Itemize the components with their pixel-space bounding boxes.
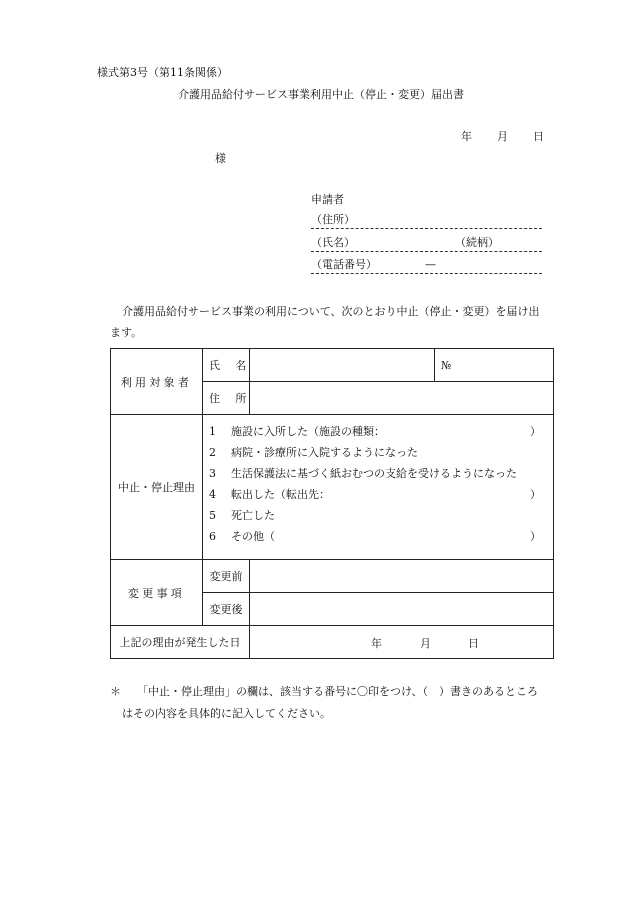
before-field[interactable]: [250, 560, 554, 593]
change-label: 変更事項: [111, 560, 203, 626]
reason-option[interactable]: 5 死亡した: [209, 509, 275, 522]
applicant-address-label: （住所）: [311, 213, 355, 226]
occurred-month-label: 月: [420, 637, 431, 650]
date-year-label: 年: [461, 130, 472, 143]
number-label: №: [441, 358, 452, 372]
date-month-label: 月: [497, 130, 508, 143]
applicant-label: 申請者: [311, 193, 344, 206]
occurred-day-label: 日: [468, 637, 479, 650]
reason-options: [203, 415, 554, 560]
occurred-year-label: 年: [371, 637, 382, 650]
applicant-relation-label: （続柄）: [455, 236, 499, 249]
addressee-honorific: 様: [215, 152, 226, 165]
address-field[interactable]: [250, 382, 554, 415]
after-field[interactable]: [250, 593, 554, 626]
note-line2: はその内容を具体的に記入してください。: [122, 707, 331, 720]
applicant-phone-label: （電話番号）: [311, 258, 377, 271]
address-field-label: 住 所: [203, 382, 250, 415]
reason-option[interactable]: 3 生活保護法に基づく紙おむつの支給を受けるようになった: [209, 467, 517, 480]
form-number: 様式第3号（第11条関係）: [97, 66, 228, 79]
reason-label: 中止・停止理由: [111, 415, 203, 560]
reason-option[interactable]: 2 病院・診療所に入院するようになった: [209, 446, 418, 459]
occurred-date-field[interactable]: [250, 626, 554, 659]
before-label: 変更前: [203, 560, 250, 593]
applicant-name-label: （氏名）: [311, 236, 355, 249]
applicant-phone-line[interactable]: [311, 273, 542, 274]
body-text-line1: 介護用品給付サービス事業の利用について、次のとおり中止（停止・変更）を届け出: [122, 305, 540, 318]
reason-option[interactable]: 6 その他（ ）: [209, 530, 541, 543]
after-label: 変更後: [203, 593, 250, 626]
name-field[interactable]: [250, 349, 435, 382]
note-mark: ＊: [110, 685, 121, 698]
occurred-date-label: 上記の理由が発生した日: [111, 626, 250, 659]
name-field-label: 氏 名: [203, 349, 250, 382]
document-title: 介護用品給付サービス事業利用中止（停止・変更）届出書: [178, 88, 464, 101]
note-line1: 「中止・停止理由」の欄は、該当する番号に〇印をつけ、（ ）書きのあるところ: [137, 685, 539, 698]
application-table: [110, 348, 554, 659]
reason-option[interactable]: 1 施設に入所した（施設の種類： ）: [209, 425, 541, 438]
subject-label: 利用対象者: [111, 349, 203, 415]
body-text-line2: ます。: [110, 326, 143, 339]
number-field[interactable]: [435, 349, 554, 382]
date-day-label: 日: [533, 130, 544, 143]
phone-separator: —: [425, 258, 436, 271]
applicant-address-line[interactable]: [311, 228, 542, 229]
reason-option[interactable]: 4 転出した（転出先： ）: [209, 488, 541, 501]
applicant-name-line[interactable]: [311, 251, 542, 252]
